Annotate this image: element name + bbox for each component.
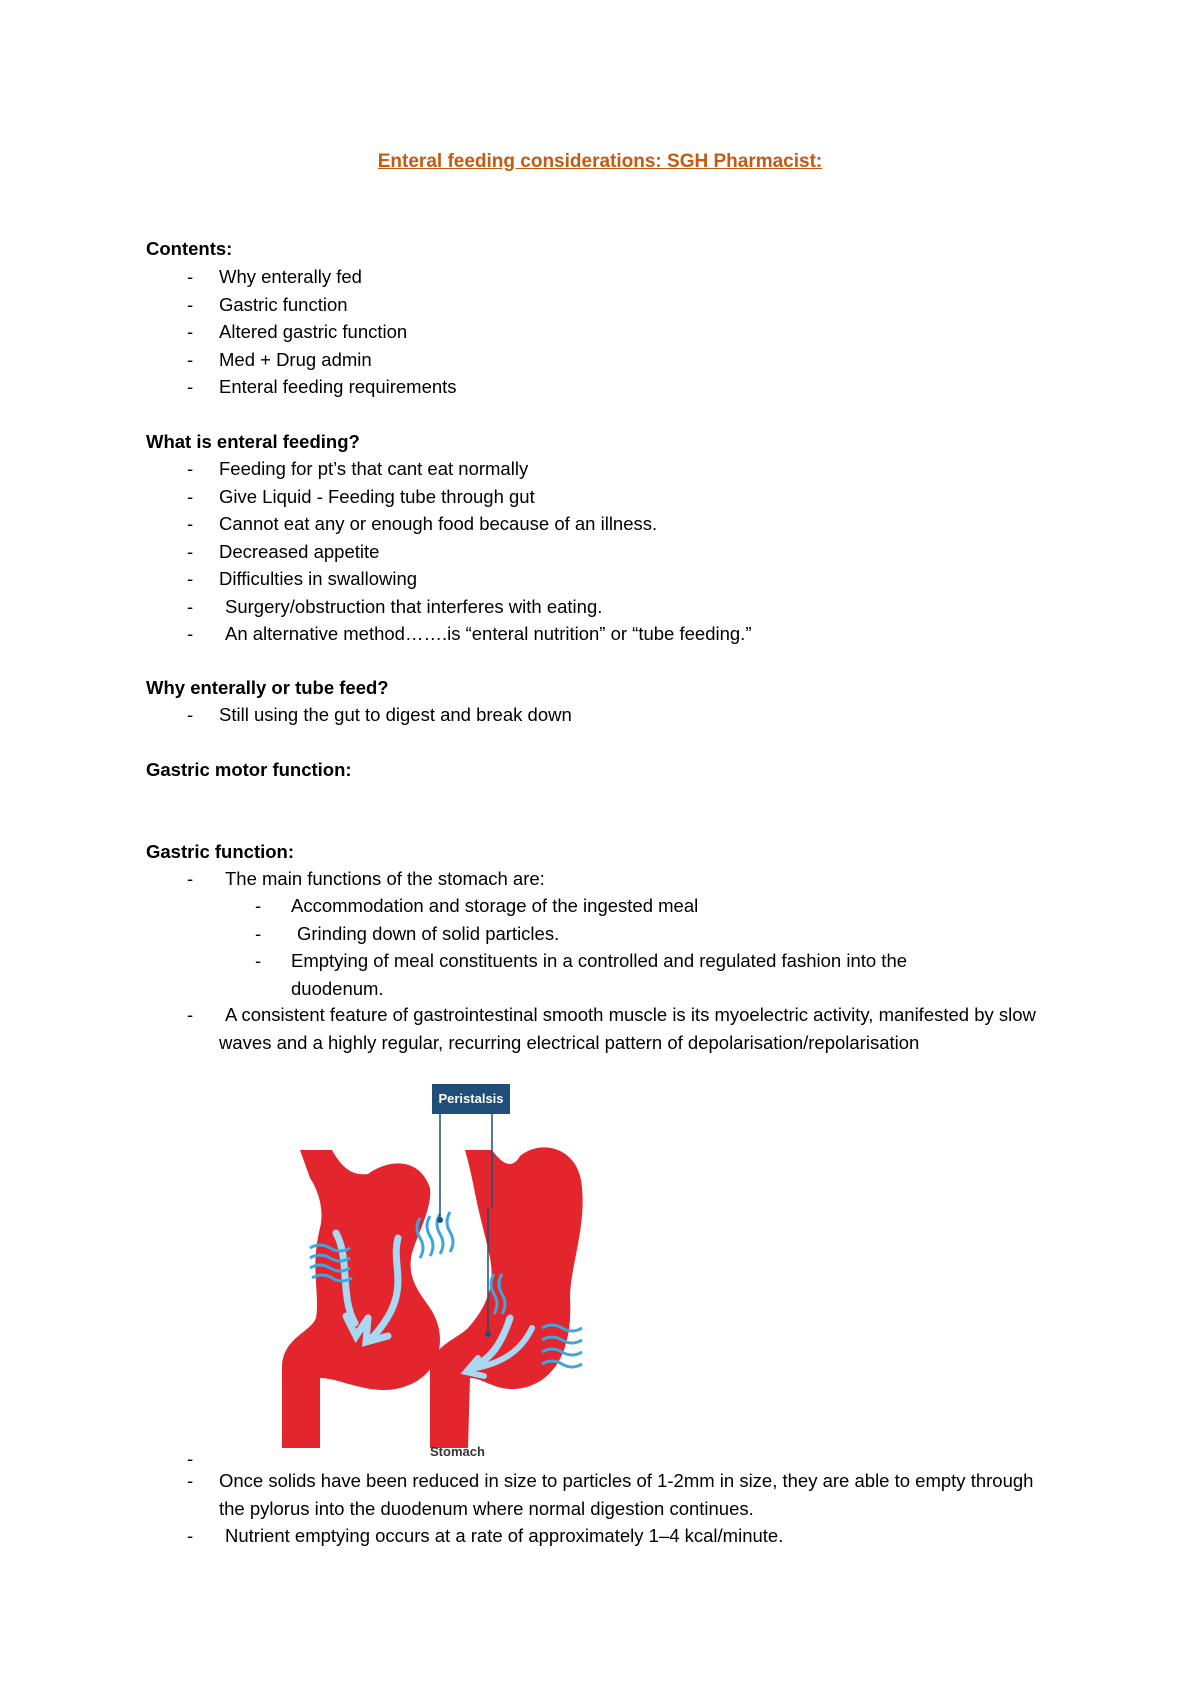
list-item-text: A consistent feature of gastrointestinal smooth muscle is its myoelectric activity, manifested by slow waves and a highly regular, recurring electrical pattern of depolarisation/repolarisation	[219, 1004, 1036, 1053]
list-item: - Why enterally fed	[146, 263, 457, 291]
list-item	[146, 620, 751, 648]
stomach-left-shape	[282, 1150, 440, 1448]
stomach-label: Stomach	[430, 1444, 485, 1459]
list-item: - Altered gastric function	[146, 318, 457, 346]
list-item-text: Surgery/obstruction that interferes with eating.	[225, 595, 603, 617]
motor-heading: Gastric motor function:	[146, 759, 352, 780]
list-item: - Emptying of meal constituents in a controlled and regulated fashion into the duodenum.	[214, 947, 994, 1002]
empty-list-item: -	[187, 1448, 194, 1469]
list-item: - Still using the gut to digest and break down	[146, 701, 572, 729]
contents-list	[146, 263, 457, 401]
list-item	[214, 920, 994, 948]
why-heading: Why enterally or tube feed?	[146, 677, 389, 698]
stomach-right-shape	[430, 1147, 583, 1448]
gastric-function-intro	[146, 865, 545, 893]
document-title: Enteral feeding considerations: SGH Pharmacist:	[377, 151, 823, 172]
list-item: - Decreased appetite	[146, 538, 751, 566]
list-item: - Med + Drug admin	[146, 346, 457, 374]
list-item-text: Nutrient emptying occurs at a rate of approximately 1–4 kcal/minute.	[225, 1525, 784, 1546]
list-item-text: Grinding down of solid particles.	[297, 922, 560, 944]
list-item: - Cannot eat any or enough food because of an illness.	[146, 510, 751, 538]
after-figure-list	[146, 1467, 1056, 1550]
gastric-function-sublist	[214, 892, 994, 1002]
list-item	[146, 1522, 1056, 1550]
myoelectric-list	[146, 1001, 1066, 1056]
list-item: - Once solids have been reduced in size to particles of 1-2mm in size, they are able to empty through the pylorus into the duodenum where normal digestion continues.	[146, 1467, 1056, 1522]
list-item	[146, 593, 751, 621]
list-item-text: An alternative method…….is “enteral nutrition” or “tube feeding.”	[225, 623, 752, 644]
list-item: - Feeding for pt’s that cant eat normally	[146, 455, 751, 483]
peristalsis-stomach-figure	[280, 1078, 640, 1458]
list-item-text: The main functions of the stomach are:	[225, 868, 545, 889]
list-item: - Give Liquid - Feeding tube through gut	[146, 483, 751, 511]
list-item: - Accommodation and storage of the ingested meal	[214, 892, 994, 920]
list-item: - Difficulties in swallowing	[146, 565, 751, 593]
what-is-heading: What is enteral feeding?	[146, 431, 360, 452]
peristalsis-label: Peristalsis	[432, 1084, 510, 1114]
list-item: - Enteral feeding requirements	[146, 373, 457, 401]
list-item	[146, 865, 545, 893]
why-list	[146, 701, 572, 729]
gastric-function-heading: Gastric function:	[146, 841, 295, 862]
list-item: - Gastric function	[146, 291, 457, 319]
list-item	[146, 1001, 1066, 1056]
what-is-list	[146, 455, 751, 648]
contents-heading: Contents:	[146, 238, 233, 259]
